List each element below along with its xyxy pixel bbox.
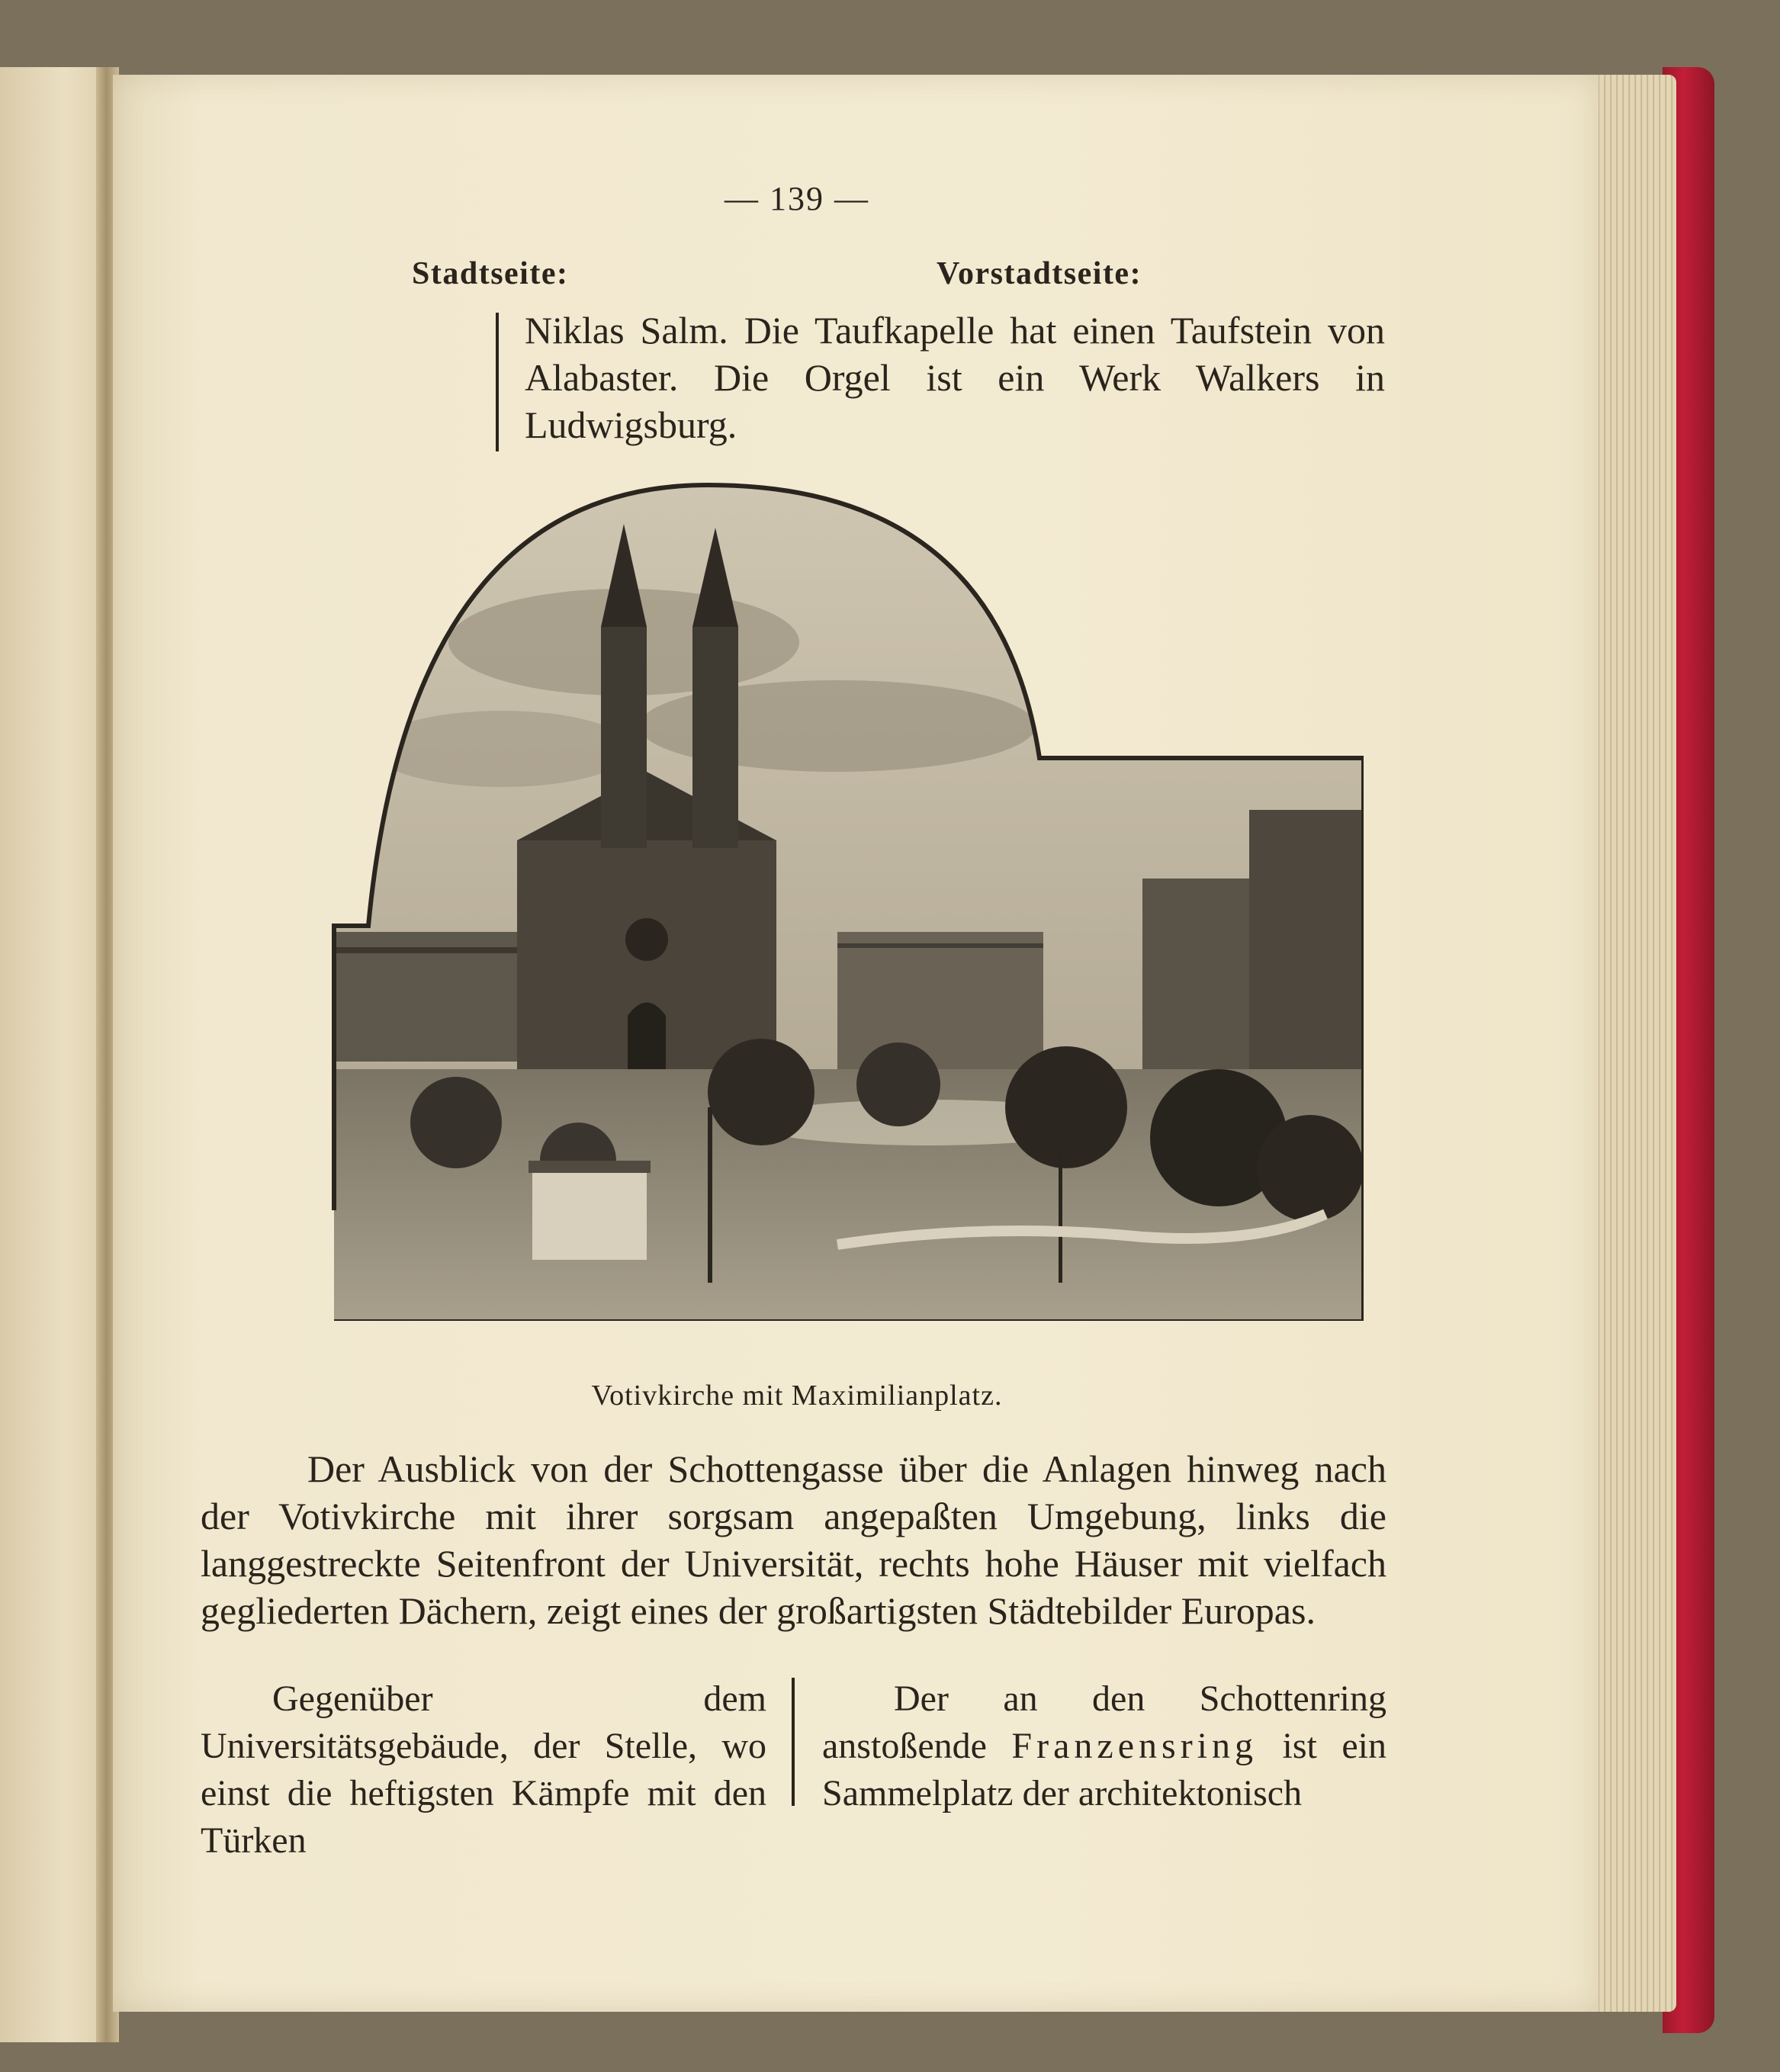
- votivkirche-photo: [304, 482, 1364, 1321]
- heading-stadtseite: Stadtseite:: [412, 256, 569, 291]
- body-paragraph: Der Ausblick von der Schottengasse über die Anlagen hinweg nach der Votivkirche mit ihrer sorgsam angepaßten Umgebung, links die langgestreckte Seitenfront der Universität, rechts hohe Häuser mit vielfach gegliederten Dächern, zeigt eines der großartigsten Städtebilder Europas.: [201, 1447, 1386, 1632]
- column-rule-top: [496, 313, 499, 451]
- column-rule-bottom: [792, 1678, 795, 1806]
- page-number: — 139 —: [725, 180, 869, 217]
- photo-caption: Votivkirche mit Maximilianplatz.: [591, 1380, 1003, 1412]
- page-edges: [1594, 75, 1676, 2012]
- right-column-text-b: ist ein Sammelplatz der architektonisch: [822, 1726, 1386, 1813]
- left-column-paragraph: Gegenüber dem Universitätsgebäude, der Stelle, wo einst die heftigsten Kämpfe mit den Türken: [201, 1678, 766, 1861]
- left-page: [0, 67, 107, 2042]
- photo-illustration: [304, 482, 1364, 1321]
- top-paragraph: Niklas Salm. Die Taufkapelle hat einen Taufstein von Alabaster. Die Orgel ist ein Werk Walkers in Ludwigsburg.: [525, 309, 1385, 446]
- right-column-paragraph: [822, 1675, 1386, 1817]
- franzensring-spaced: Franzensring: [1011, 1726, 1258, 1766]
- show-through-text: [204, 326, 214, 374]
- heading-vorstadtseite: Vorstadtseite:: [937, 256, 1142, 291]
- right-column-text-a: Der an den Schottenring anstoßende: [822, 1678, 1386, 1766]
